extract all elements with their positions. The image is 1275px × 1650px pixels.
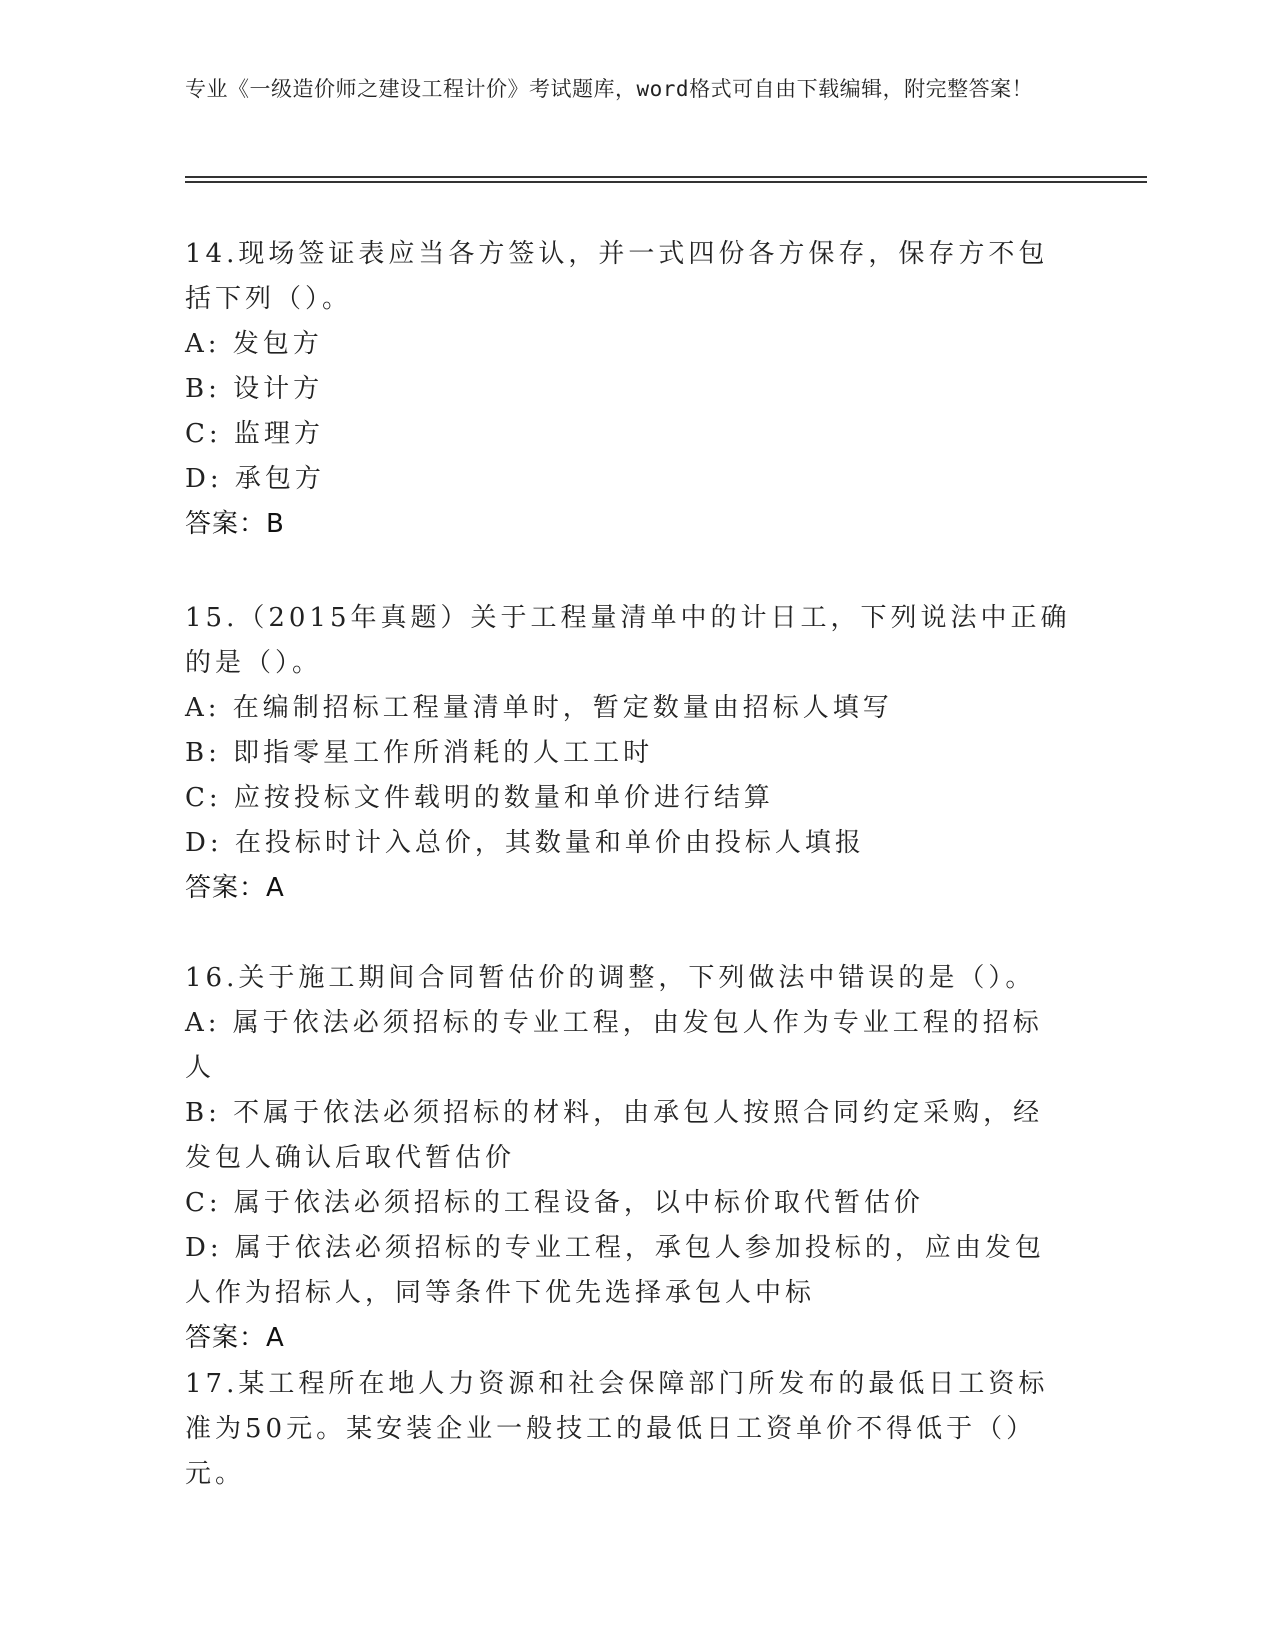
document-header: 专业《一级造价师之建设工程计价》考试题库，word格式可自由下载编辑，附完整答案！: [185, 77, 1034, 101]
option-c: C: 监理方: [185, 419, 324, 449]
option-a: A: 发包方: [185, 329, 323, 359]
answer: 答案：A: [185, 1323, 285, 1353]
header-divider-top: [185, 176, 1147, 178]
question-title: 17.某工程所在地人力资源和社会保障部门所发布的最低日工资标准为50元。某安装企业一般技工的最低日工资单价不得低于（）元。: [185, 1369, 1049, 1489]
question-14: [185, 232, 1065, 547]
option-d: D: 属于依法必须招标的专业工程，承包人参加投标的，应由发包人作为招标人，同等条件下优先选择承包人中标: [185, 1233, 1045, 1308]
question-15: [185, 596, 1085, 911]
option-a: A: 在编制招标工程量清单时，暂定数量由招标人填写: [185, 693, 893, 723]
option-b: B: 设计方: [185, 374, 324, 404]
question-16: [185, 956, 1065, 1361]
option-c: C: 属于依法必须招标的工程设备，以中标价取代暂估价: [185, 1188, 924, 1218]
option-d: D: 承包方: [185, 464, 325, 494]
option-b: B: 即指零星工作所消耗的人工工时: [185, 738, 654, 768]
answer: 答案：A: [185, 873, 285, 903]
answer: 答案：B: [185, 509, 285, 539]
question-17: [185, 1362, 1065, 1497]
option-c: C: 应按投标文件载明的数量和单价进行结算: [185, 783, 774, 813]
question-title: 16.关于施工期间合同暂估价的调整，下列做法中错误的是（）。: [185, 963, 1036, 993]
option-b: B: 不属于依法必须招标的材料，由承包人按照合同约定采购，经发包人确认后取代暂估价: [185, 1098, 1044, 1173]
option-a: A: 属于依法必须招标的专业工程，由发包人作为专业工程的招标人: [185, 1008, 1043, 1083]
question-title: 15.（2015年真题）关于工程量清单中的计日工，下列说法中正确的是（）。: [185, 603, 1071, 678]
header-divider-bottom: [185, 181, 1147, 183]
option-d: D: 在投标时计入总价，其数量和单价由投标人填报: [185, 828, 865, 858]
question-title: 14.现场签证表应当各方签认，并一式四份各方保存，保存方不包括下列（）。: [185, 239, 1049, 314]
